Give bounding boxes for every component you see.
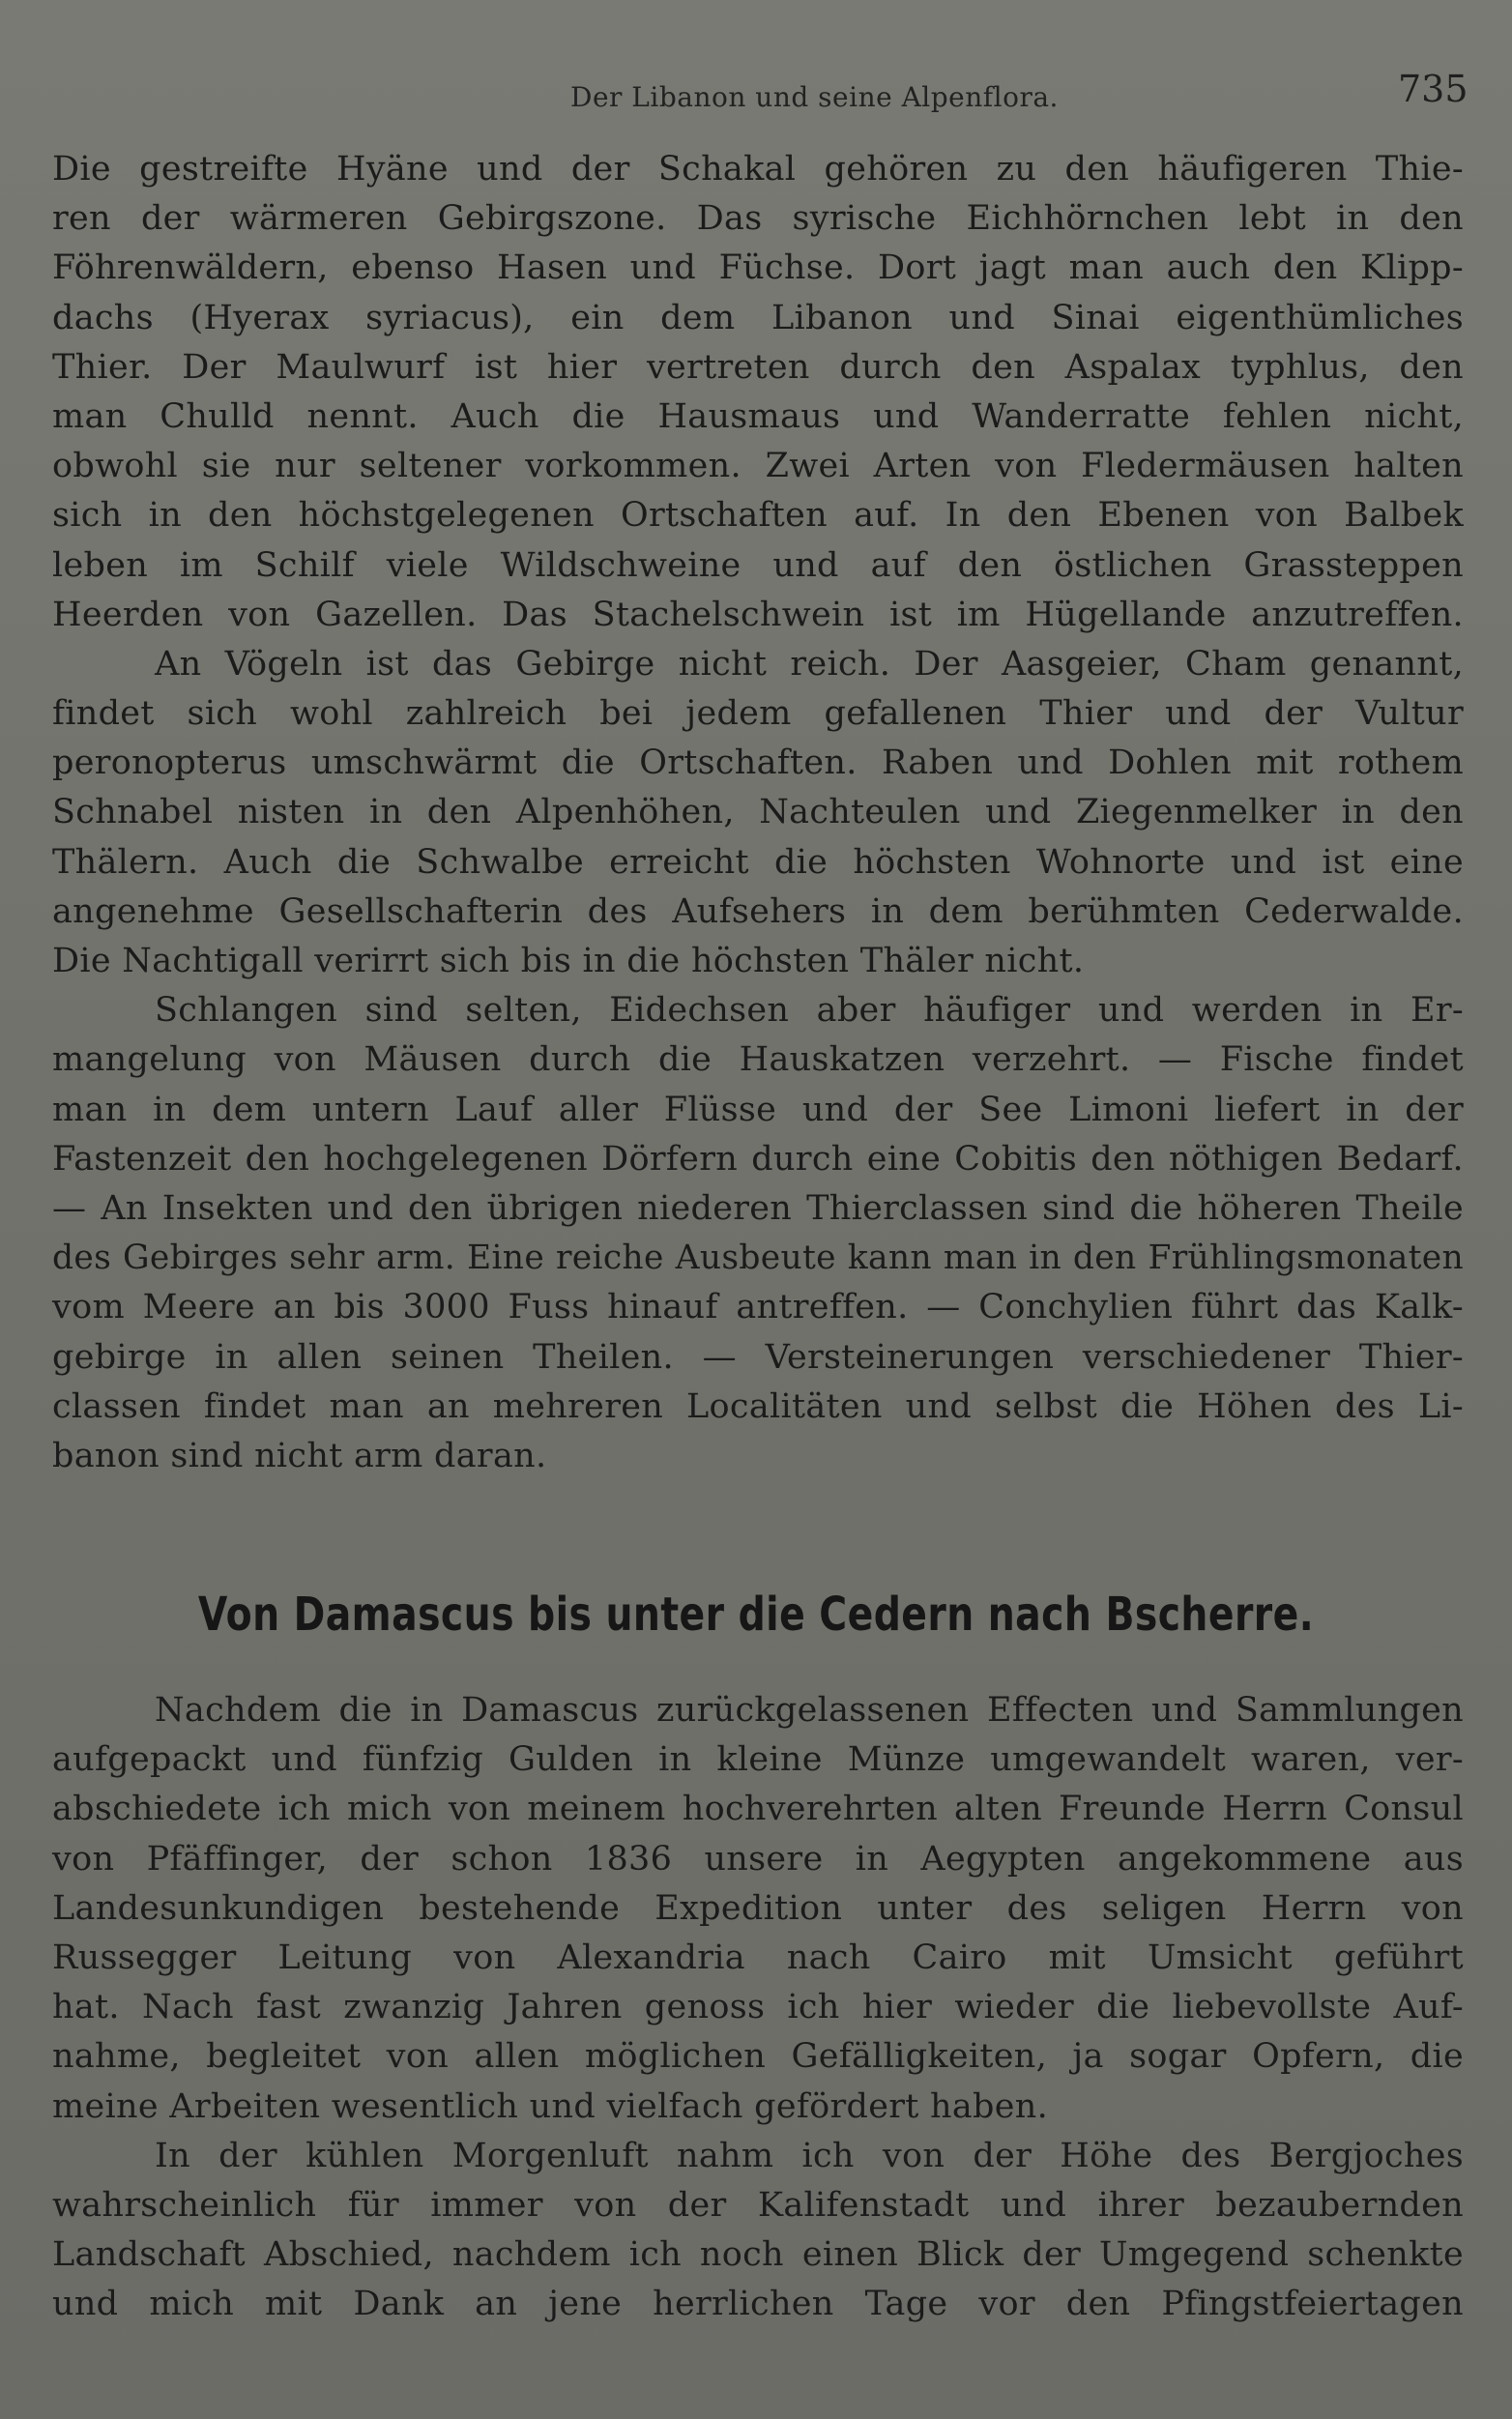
text-line: ren der wärmeren Gebirgszone. Das syrische Eichhörnchen lebt in den: [52, 199, 1464, 239]
text-line: aufgepackt und fünfzig Gulden in kleine Münze umgewandelt waren, ver-: [52, 1740, 1464, 1780]
text-line: angenehme Gesellschafterin des Aufsehers in dem berühmten Cederwalde.: [52, 891, 1464, 931]
text-line: nahme, begleitet von allen möglichen Gefälligkeiten, ja sogar Opfern, die: [52, 2037, 1464, 2077]
text-line: Heerden von Gazellen. Das Stachelschwein ist im Hügellande anzutreffen.: [52, 595, 1464, 634]
text-line: Fastenzeit den hochgelegenen Dörfern durch eine Cobitis den nöthigen Bedarf.: [52, 1139, 1464, 1179]
text-line: Landschaft Abschied, nachdem ich noch einen Blick der Umgegend schenkte: [52, 2235, 1464, 2275]
text-line: findet sich wohl zahlreich bei jedem gefallenen Thier und der Vultur: [52, 694, 1464, 734]
text-line: peronopterus umschwärmt die Ortschaften. Raben und Dohlen mit rothem: [52, 743, 1464, 783]
text-line: leben im Schilf viele Wildschweine und auf den östlichen Grassteppen: [52, 545, 1464, 585]
text-line: sich in den höchstgelegenen Ortschaften auf. In den Ebenen von Balbek: [52, 496, 1464, 536]
running-head: [0, 68, 1512, 126]
text-line: Die Nachtigall verirrt sich bis in die höchsten Thäler nicht.: [52, 942, 1085, 980]
text-line: Schnabel nisten in den Alpenhöhen, Nachteulen und Ziegenmelker in den: [52, 793, 1464, 832]
text-line: An Vögeln ist das Gebirge nicht reich. Der Aasgeier, Cham genannt,: [155, 644, 1464, 684]
text-line: Landesunkundigen bestehende Expedition unter des seligen Herrn von: [52, 1888, 1464, 1928]
section-heading: Von Damascus bis unter die Cedern nach Bscherre.: [197, 1588, 1315, 1642]
text-line: In der kühlen Morgenluft nahm ich von der Höhe des Bergjoches: [155, 2136, 1464, 2175]
text-line: obwohl sie nur seltener vorkommen. Zwei Arten von Fledermäusen halten: [52, 447, 1464, 486]
section-1-text: [52, 145, 1464, 1481]
text-line: man in dem untern Lauf aller Flüsse und der See Limoni liefert in der: [52, 1090, 1464, 1129]
text-line: man Chulld nennt. Auch die Hausmaus und Wanderratte fehlen nicht,: [52, 396, 1464, 436]
text-line: Die gestreifte Hyäne und der Schakal gehören zu den häufigeren Thie-: [52, 150, 1464, 189]
text-line: mangelung von Mäusen durch die Hauskatzen verzehrt. — Fische findet: [52, 1040, 1464, 1080]
text-line: classen findet man an mehreren Localitäten und selbst die Höhen des Li-: [52, 1386, 1464, 1426]
text-line: hat. Nach fast zwanzig Jahren genoss ich hier wieder die liebevollste Auf-: [52, 1988, 1464, 2027]
text-line: — An Insekten und den übrigen niederen Thierclassen sind die höheren Theile: [52, 1188, 1464, 1228]
text-line: abschiedete ich mich von meinem hochverehrten alten Freunde Herrn Consul: [52, 1790, 1464, 1829]
page-number: 735: [1398, 68, 1468, 110]
running-title: Der Libanon und seine Alpenflora.: [570, 81, 1059, 113]
text-line: Thier. Der Maulwurf ist hier vertreten durch den Aspalax typhlus, den: [52, 347, 1464, 387]
text-line: wahrscheinlich für immer von der Kalifenstadt und ihrer bezaubernden: [52, 2185, 1464, 2225]
text-line: dachs (Hyerax syriacus), ein dem Libanon und Sinai eigenthümliches: [52, 298, 1464, 337]
text-line: meine Arbeiten wesentlich und vielfach gefördert haben.: [52, 2086, 1049, 2126]
text-line: gebirge in allen seinen Theilen. — Versteinerungen verschiedener Thier-: [52, 1337, 1464, 1377]
text-line: des Gebirges sehr arm. Eine reiche Ausbeute kann man in den Frühlingsmonaten: [52, 1239, 1464, 1278]
text-line: von Pfäffinger, der schon 1836 unsere in Aegypten angekommene aus: [52, 1839, 1464, 1879]
section-2-text: [52, 1686, 1464, 2329]
text-line: banon sind nicht arm daran.: [52, 1436, 547, 1475]
text-line: Schlangen sind selten, Eidechsen aber häufiger und werden in Er-: [155, 991, 1464, 1031]
text-line: Thälern. Auch die Schwalbe erreicht die höchsten Wohnorte und ist eine: [52, 842, 1464, 882]
text-line: Föhrenwäldern, ebenso Hasen und Füchse. Dort jagt man auch den Klipp-: [52, 248, 1464, 288]
text-line: Nachdem die in Damascus zurückgelassenen Effecten und Sammlungen: [155, 1691, 1464, 1730]
text-line: und mich mit Dank an jene herrlichen Tage vor den Pfingstfeiertagen: [52, 2285, 1464, 2324]
text-line: Russegger Leitung von Alexandria nach Cairo mit Umsicht geführt: [52, 1938, 1464, 1977]
text-line: vom Meere an bis 3000 Fuss hinauf antreffen. — Conchylien führt das Kalk-: [52, 1288, 1464, 1327]
